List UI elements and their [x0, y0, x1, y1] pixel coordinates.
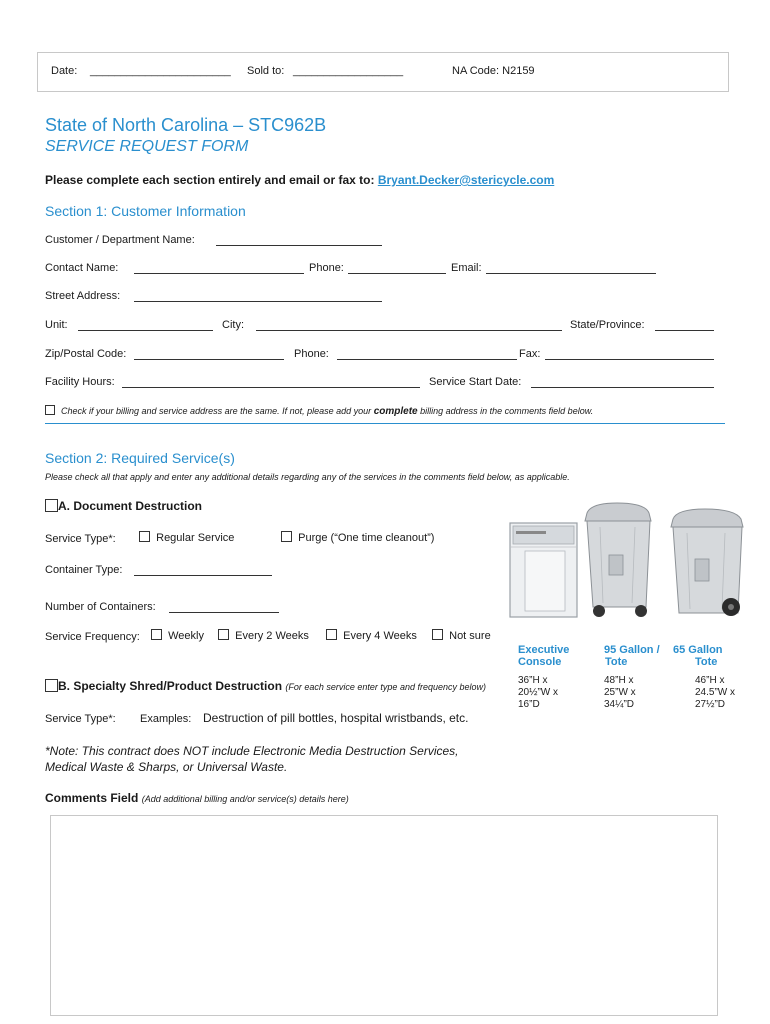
section-b-title	[45, 679, 486, 693]
street-label: Street Address:	[45, 290, 121, 302]
every2-checkbox[interactable]	[218, 629, 229, 640]
regular-service-label: Regular Service	[156, 532, 235, 544]
customer-dept-field[interactable]	[216, 245, 382, 246]
billing-note	[45, 405, 593, 417]
phone2-label: Phone:	[294, 348, 329, 360]
container-name-line: Tote	[695, 656, 718, 668]
dimension-line: 24.5”W x	[695, 687, 736, 698]
email-field[interactable]	[486, 273, 656, 274]
dimension-line: 34¼”D	[604, 699, 635, 710]
date-field[interactable]: _______________________	[90, 65, 231, 77]
zip-label: Zip/Postal Code:	[45, 348, 127, 360]
95-gallon-tote-image	[585, 503, 651, 617]
city-field[interactable]	[256, 330, 562, 331]
95-gallon-dims	[604, 675, 636, 711]
container-name-line: 95 Gallon /	[604, 644, 660, 656]
billing-note-pre: Check if your billing and service address are the same. If not, please add your	[61, 406, 372, 416]
instruction-text: Please complete each section entirely and email or fax to:	[45, 173, 375, 187]
every2-label: Every 2 Weeks	[235, 630, 309, 642]
fax-label: Fax:	[519, 348, 541, 360]
city-label: City:	[222, 319, 244, 331]
comments-field[interactable]	[50, 815, 718, 1016]
contact-name-field[interactable]	[134, 273, 304, 274]
purge-label: Purge (“One time cleanout”)	[298, 532, 435, 544]
container-name-line: Executive	[518, 644, 570, 656]
state-label: State/Province:	[570, 319, 645, 331]
comments-heading	[45, 791, 349, 805]
page-subtitle: SERVICE REQUEST FORM	[45, 138, 249, 155]
regular-service-checkbox[interactable]	[139, 531, 150, 542]
every4-checkbox[interactable]	[326, 629, 337, 640]
unit-label: Unit:	[45, 319, 68, 331]
contract-note	[45, 743, 459, 775]
facility-hours-field[interactable]	[122, 387, 420, 388]
specialty-shred-checkbox[interactable]	[45, 679, 58, 692]
executive-console-dims	[518, 675, 558, 711]
frequency-label: Service Frequency:	[45, 631, 140, 643]
purge-checkbox[interactable]	[281, 531, 292, 542]
65-gallon-name	[673, 644, 723, 668]
section-b-note: (For each service enter type and frequency below)	[285, 682, 486, 692]
dimension-line: 25”W x	[604, 687, 636, 698]
container-name-line: 65 Gallon	[673, 644, 723, 656]
section-b-title-text: B. Specialty Shred/Product Destruction	[58, 679, 283, 693]
dimension-line: 48”H x	[604, 675, 634, 686]
customer-dept-label: Customer / Department Name:	[45, 234, 195, 246]
doc-destruction-checkbox[interactable]	[45, 499, 58, 512]
page-title: State of North Carolina – STC962B	[45, 115, 327, 135]
weekly-label: Weekly	[168, 630, 204, 642]
examples-label: Examples:	[140, 713, 192, 725]
purge-option[interactable]	[281, 531, 434, 544]
section2-instruction: Please check all that apply and enter any additional details regarding any of the services in the comments field below, as applicable.	[45, 472, 570, 482]
container-type-label: Container Type:	[45, 564, 123, 576]
95-gallon-name	[604, 644, 660, 668]
examples-text: Destruction of pill bottles, hospital wristbands, etc.	[203, 711, 469, 725]
phone2-field[interactable]	[337, 359, 517, 360]
fax-field[interactable]	[545, 359, 714, 360]
email-label: Email:	[451, 262, 482, 274]
notsure-label: Not sure	[449, 630, 491, 642]
every2-option[interactable]	[218, 629, 309, 642]
section-a-title	[45, 499, 202, 513]
dimension-line: 36”H x	[518, 675, 548, 686]
container-type-field[interactable]	[134, 575, 272, 576]
65-gallon-tote-image	[671, 509, 743, 616]
dimension-line: 46”H x	[695, 675, 725, 686]
contract-note-line: Medical Waste & Sharps, or Universal Waste.	[45, 760, 288, 774]
num-containers-label: Number of Containers:	[45, 601, 156, 613]
65-gallon-dims	[695, 675, 735, 711]
regular-service-option[interactable]	[139, 531, 234, 544]
contact-name-label: Contact Name:	[45, 262, 119, 274]
section1-heading: Section 1: Customer Information	[45, 203, 246, 219]
weekly-checkbox[interactable]	[151, 629, 162, 640]
date-label: Date:	[51, 65, 78, 77]
start-date-label: Service Start Date:	[429, 376, 522, 388]
street-field[interactable]	[134, 301, 382, 302]
dimension-line: 20½”W x	[518, 687, 559, 698]
container-name-line: Tote	[605, 656, 628, 668]
start-date-field[interactable]	[531, 387, 714, 388]
executive-console-name	[518, 644, 569, 668]
email-link[interactable]: Bryant.Decker@stericycle.com	[377, 173, 555, 187]
section-a-title-text: A. Document Destruction	[58, 499, 203, 513]
facility-hours-label: Facility Hours:	[45, 376, 115, 388]
billing-note-bold: complete	[373, 406, 418, 417]
dimension-line: 16”D	[518, 699, 540, 710]
comments-note: (Add additional billing and/or service(s) details here)	[141, 794, 349, 804]
sold-to-field[interactable]: __________________	[293, 65, 404, 77]
zip-field[interactable]	[134, 359, 284, 360]
comments-label: Comments Field	[45, 791, 139, 805]
section-divider	[45, 423, 725, 424]
dimension-line: 27½”D	[695, 699, 726, 710]
service-type-label: Service Type*:	[45, 533, 116, 545]
sold-to-label: Sold to:	[247, 65, 285, 77]
contract-note-line: *Note: This contract does NOT include Electronic Media Destruction Services,	[45, 744, 459, 758]
b-service-type-label: Service Type*:	[45, 713, 116, 725]
unit-field[interactable]	[78, 330, 213, 331]
billing-note-post: billing address in the comments field below.	[420, 406, 594, 416]
notsure-option[interactable]	[432, 629, 491, 642]
na-code: NA Code: N2159	[452, 65, 535, 77]
num-containers-field[interactable]	[169, 612, 279, 613]
executive-console-image	[510, 523, 577, 617]
containers-illustration	[505, 495, 770, 625]
section2-heading: Section 2: Required Service(s)	[45, 450, 235, 466]
container-name-line: Console	[518, 656, 562, 668]
state-field[interactable]	[655, 330, 714, 331]
weekly-option[interactable]	[151, 629, 204, 642]
every4-option[interactable]	[326, 629, 417, 642]
notsure-checkbox[interactable]	[432, 629, 443, 640]
instruction-line	[45, 173, 554, 187]
phone-field[interactable]	[348, 273, 446, 274]
phone-label: Phone:	[309, 262, 344, 274]
billing-same-checkbox[interactable]	[45, 405, 55, 415]
every4-label: Every 4 Weeks	[343, 630, 417, 642]
